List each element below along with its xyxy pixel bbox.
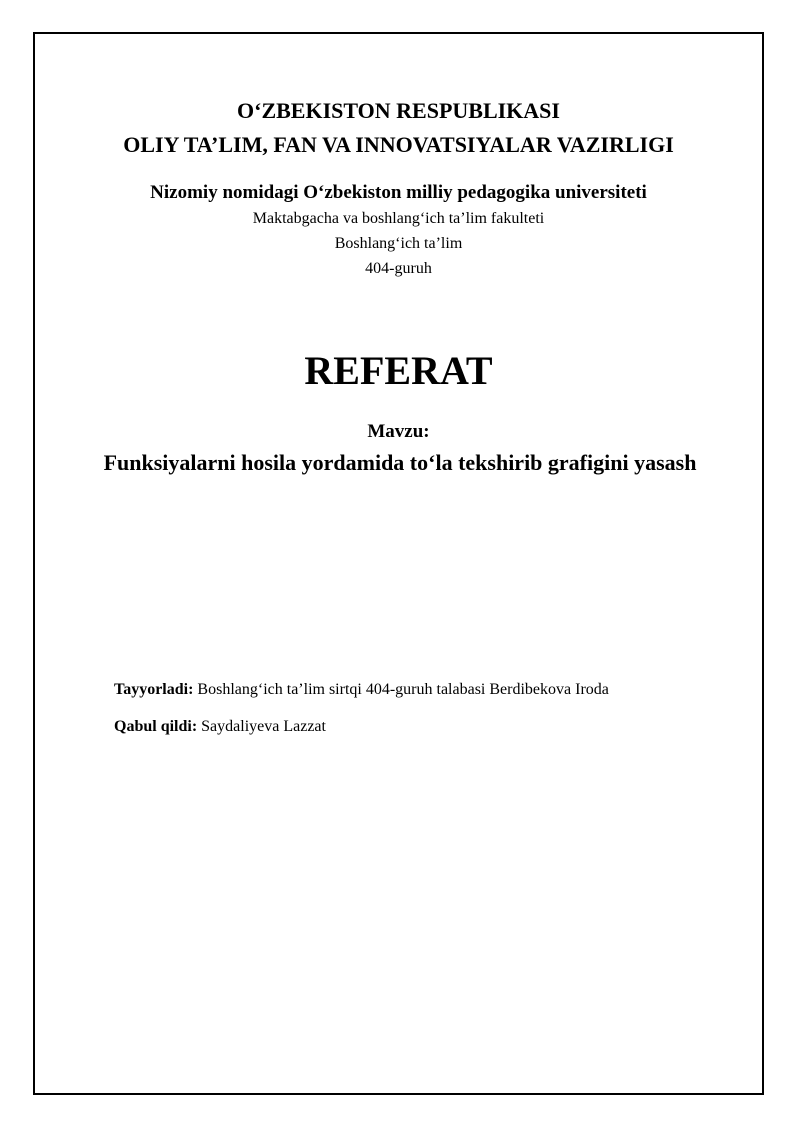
accepted-by-value: Saydaliyeva Lazzat [201,718,326,735]
prepared-by-line [114,679,609,701]
accepted-by-line [114,716,326,738]
topic-title: Funksiyalarni hosila yordamida to‘la tekshirib grafigini yasash [103,450,697,475]
prepared-by-value: Boshlang‘ich ta’lim sirtqi 404-guruh talabasi Berdibekova Iroda [197,681,609,698]
document-type-title: REFERAT [304,348,493,393]
topic-label: Mavzu: [367,421,430,442]
accepted-by-label: Qabul qildi: [114,718,198,735]
ministry-heading: OLIY TA’LIM, FAN VA INNOVATSIYALAR VAZIRLIGI [123,132,674,157]
group-number: 404-guruh [365,260,432,277]
prepared-by-label: Tayyorladi: [114,681,194,698]
university-name: Nizomiy nomidagi O‘zbekiston milliy pedagogika universiteti [150,182,647,203]
country-heading: O‘ZBEKISTON RESPUBLIKASI [237,98,560,123]
faculty-name: Maktabgacha va boshlang‘ich ta’lim fakulteti [252,210,545,227]
department-name: Boshlang‘ich ta’lim [334,235,463,252]
